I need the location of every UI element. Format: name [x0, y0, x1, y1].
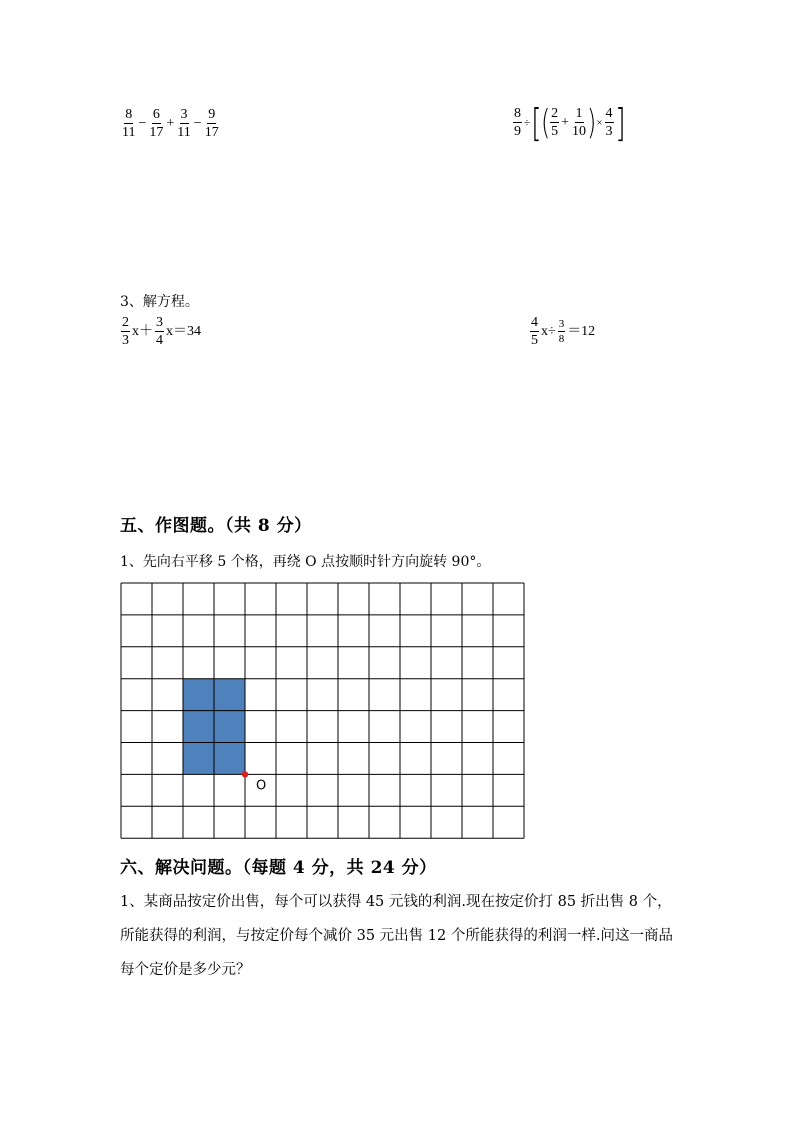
operator: + — [561, 115, 570, 130]
equation-text: x÷ — [541, 324, 556, 339]
fraction: $\frac{4}{5}$ — [531, 315, 538, 348]
fraction: $\frac{2}{3}$ — [122, 315, 129, 348]
fraction: $\frac{4}{3}$ — [605, 106, 613, 139]
fraction: $\frac{3}{4}$ — [156, 315, 163, 348]
right-paren: ) — [587, 103, 597, 143]
operator: − — [193, 116, 202, 131]
fraction: $\frac{3}{11}$ — [177, 107, 191, 140]
section-6-question-1: 1、某商品按定价出售，每个可以获得 45 元钱的利润.现在按定价打 85 折出售 8 个，所能获得的利润，与按定价每个减价 35 元出售 12 个所能获得的利润一样.问这一商品每个定价是多少元？ — [120, 894, 673, 978]
equation-1 — [120, 316, 202, 348]
section-5-heading: 五、作图题。（共 8 分） — [120, 516, 312, 536]
expression-2 — [512, 101, 626, 145]
section-3-title: 3、解方程。 — [120, 294, 199, 310]
point-o-marker — [242, 771, 248, 777]
section-6-heading: 六、解决问题。（每题 4 分，共 24 分） — [120, 858, 437, 878]
operator: − — [138, 116, 147, 131]
equation-text: x＋ — [132, 324, 153, 339]
operator: + — [166, 116, 175, 131]
right-bracket: ] — [614, 101, 626, 145]
left-paren: ( — [540, 103, 551, 143]
equation-2 — [529, 316, 596, 348]
fraction: $\frac{8}{11}$ — [122, 107, 136, 140]
fraction: $\frac{9}{17}$ — [204, 107, 219, 140]
operator: ÷ — [524, 116, 531, 129]
fraction: $\frac{1}{10}$ — [572, 106, 587, 139]
equation-text: x＝34 — [166, 324, 201, 339]
fraction: $\frac{2}{5}$ — [551, 106, 559, 139]
section-5-question-1: 1、先向右平移 5 个格，再绕 O 点按顺时针方向旋转 90°。 — [120, 554, 491, 570]
operator: × — [596, 116, 603, 129]
fraction: $\frac{6}{17}$ — [149, 107, 164, 140]
grid-figure — [120, 582, 526, 840]
fraction: $\frac{8}{9}$ — [514, 106, 521, 139]
left-bracket: [ — [531, 101, 542, 145]
fraction: $\frac{3}{8}$ — [558, 318, 565, 345]
expression-1 — [120, 108, 221, 140]
equation-text: ＝12 — [567, 324, 596, 339]
point-o-label: O — [256, 778, 267, 794]
